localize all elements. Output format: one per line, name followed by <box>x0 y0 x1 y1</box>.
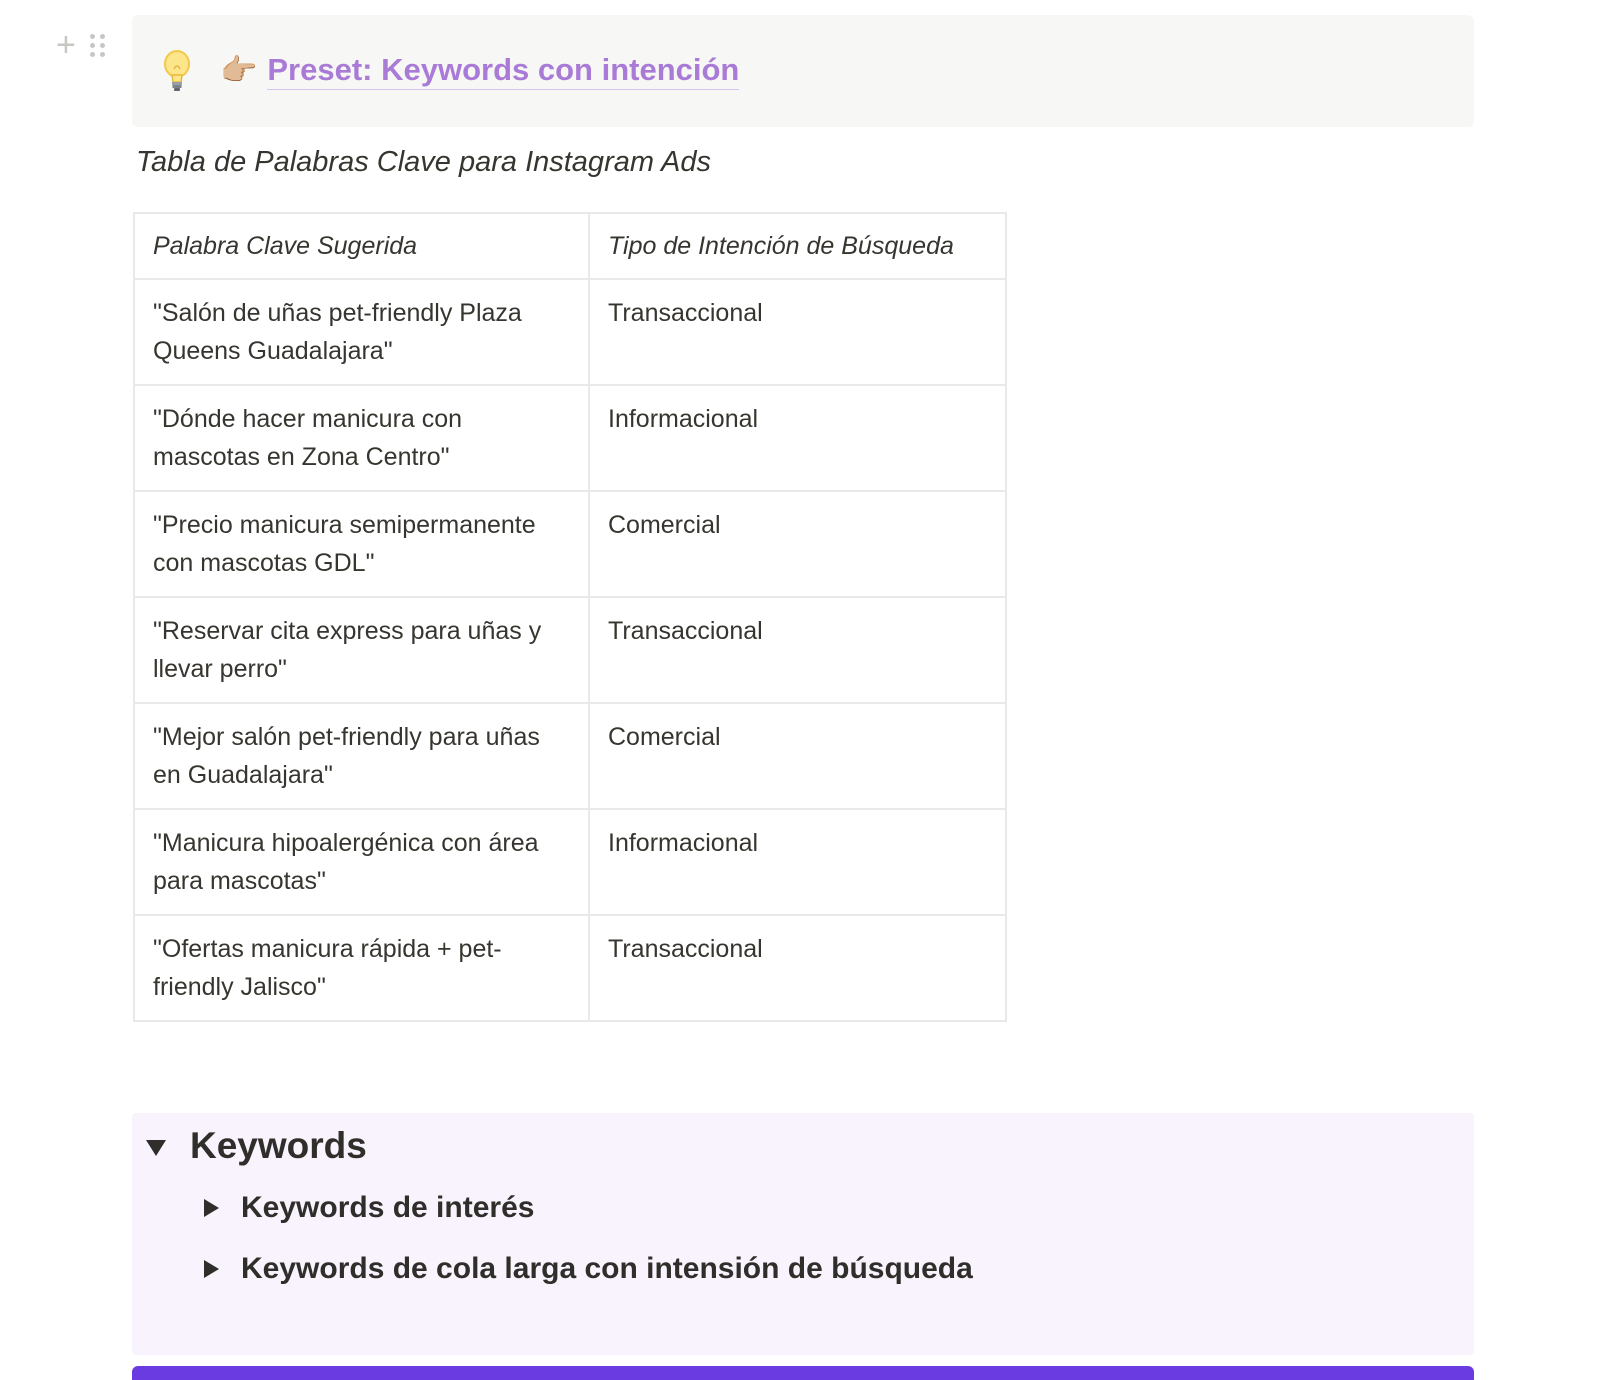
keyword-cell[interactable]: "Ofertas manicura rápida + pet-friendly Jalisco" <box>134 915 589 1021</box>
add-block-plus-icon[interactable]: + <box>56 26 76 64</box>
purple-banner-bar <box>132 1366 1474 1380</box>
keyword-cell[interactable]: "Precio manicura semipermanente con mascotas GDL" <box>134 491 589 597</box>
intent-cell[interactable]: Informacional <box>589 385 1006 491</box>
table-header-row <box>134 213 1006 279</box>
table-row <box>134 491 1006 597</box>
intent-cell[interactable]: Comercial <box>589 703 1006 809</box>
table-row <box>134 809 1006 915</box>
sub-toggle-title: Keywords de interés <box>241 1191 535 1224</box>
keyword-cell[interactable]: "Reservar cita express para uñas y llevar perro" <box>134 597 589 703</box>
sub-toggle-long-tail[interactable] <box>204 1252 973 1286</box>
sub-toggle-title: Keywords de cola larga con intensión de búsqueda <box>241 1252 973 1285</box>
table-row <box>134 597 1006 703</box>
header-intent: Tipo de Intención de Búsqueda <box>589 213 1006 279</box>
intent-cell[interactable]: Comercial <box>589 491 1006 597</box>
drag-handle-icon[interactable] <box>90 34 105 57</box>
triangle-down-icon[interactable] <box>146 1140 166 1156</box>
lightbulb-icon <box>162 49 192 93</box>
table-row <box>134 915 1006 1021</box>
keyword-cell[interactable]: "Mejor salón pet-friendly para uñas en Guadalajara" <box>134 703 589 809</box>
sub-toggle-interest[interactable] <box>204 1191 534 1225</box>
triangle-right-icon[interactable] <box>204 1260 219 1278</box>
intent-cell[interactable]: Transaccional <box>589 597 1006 703</box>
block-handles <box>56 28 105 62</box>
intent-cell[interactable]: Informacional <box>589 809 1006 915</box>
intent-cell[interactable]: Transaccional <box>589 279 1006 385</box>
header-keyword: Palabra Clave Sugerida <box>134 213 589 279</box>
table-caption: Tabla de Palabras Clave para Instagram Ads <box>136 146 711 178</box>
keywords-toggle[interactable] <box>146 1125 367 1167</box>
preset-callout <box>132 15 1474 127</box>
table-row <box>134 279 1006 385</box>
table-row <box>134 703 1006 809</box>
keyword-cell[interactable]: "Salón de uñas pet-friendly Plaza Queens Guadalajara" <box>134 279 589 385</box>
table-row <box>134 385 1006 491</box>
preset-link[interactable]: Preset: Keywords con intención <box>267 52 739 90</box>
triangle-right-icon[interactable] <box>204 1199 219 1217</box>
keyword-cell[interactable]: "Manicura hipoalergénica con área para mascotas" <box>134 809 589 915</box>
pointing-right-icon: 👉🏼 <box>220 54 258 87</box>
toggle-title: Keywords <box>190 1125 367 1166</box>
intent-cell[interactable]: Transaccional <box>589 915 1006 1021</box>
keyword-cell[interactable]: "Dónde hacer manicura con mascotas en Zona Centro" <box>134 385 589 491</box>
keywords-toggle-block <box>132 1113 1474 1355</box>
keywords-table <box>133 212 1007 1022</box>
